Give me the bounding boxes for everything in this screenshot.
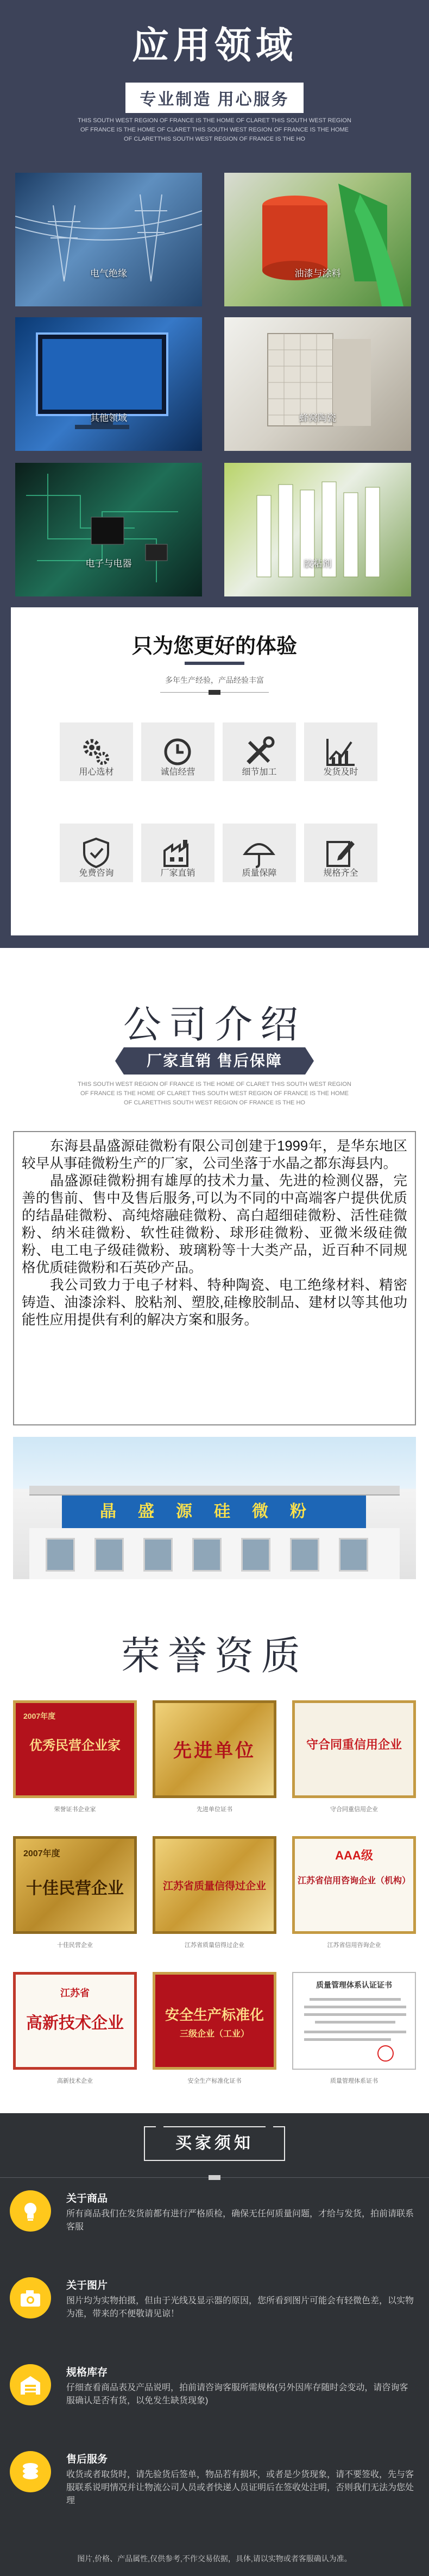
factory-window: [46, 1538, 75, 1572]
factory-icon: [161, 837, 194, 869]
certificate: 守合同重信用企业: [292, 1700, 416, 1798]
feature-label: 免费咨询: [79, 869, 114, 878]
certificate-caption: 江苏省信用咨询企业: [327, 1942, 381, 1949]
shield-icon: [80, 837, 112, 869]
honeycomb-ceramic-image: [224, 317, 411, 451]
certificate-caption: 十佳民营企业: [57, 1942, 93, 1949]
tile-label: 其他领域: [90, 413, 127, 423]
adhesive-tubes-image: [224, 463, 411, 596]
certificate: 2007年度 十佳民营企业: [13, 1836, 137, 1934]
notice-item-text: 所有商品我们在发货前都有进行严格质检，确保无任何质量问题，才给与发货，拍前请联系客服: [66, 2209, 414, 2232]
coins-icon: [20, 2461, 41, 2483]
edit-icon: [324, 837, 357, 869]
company-description: [13, 1131, 416, 1425]
feature-card: [141, 824, 214, 878]
notice-item-title: 规格库存: [66, 2367, 108, 2378]
tile-label: 电子与电器: [85, 558, 132, 569]
divider-dot: [209, 690, 220, 695]
camera-icon: [20, 2287, 41, 2309]
tools-icon: [243, 736, 275, 768]
tile-label: 电气绝缘: [90, 268, 127, 279]
experience-subtitle: 多年生产经验，产品经验丰富: [165, 676, 264, 684]
application-tile-adhesive: [224, 463, 411, 596]
feature-label: 发货及时: [323, 768, 358, 777]
applications-section: [0, 0, 429, 948]
notice-item-title: 售后服务: [66, 2454, 108, 2465]
experience-panel: [11, 607, 418, 935]
notice-item-text: 图片均为实物拍摄，但由于光线及显示器的原因，您所看到图片可能会有轻微色差，以实物为准，带来的不便敬请见谅！: [66, 2296, 414, 2319]
factory-window: [143, 1538, 173, 1572]
feature-card: [141, 722, 214, 777]
application-tile-other: [15, 317, 202, 451]
feature-label: 厂家直销: [160, 869, 195, 878]
feature-card: [60, 824, 133, 878]
factory-window: [290, 1538, 319, 1572]
notice-title: 买家须知: [144, 2126, 285, 2161]
divider-dot: [209, 2175, 220, 2180]
factory-window: [94, 1538, 124, 1572]
certificate-caption: 先进单位证书: [197, 1806, 232, 1813]
feature-label: 用心选材: [79, 768, 114, 777]
certificate: 安全生产标准化 三级企业（工业）: [153, 1972, 276, 2070]
lightbulb-icon: [20, 2200, 41, 2222]
monitor-image: [15, 317, 202, 451]
applications-title: 应用领域: [131, 25, 297, 66]
certificate-caption: 高新技术企业: [57, 2078, 93, 2084]
notice-footer: 图片,价格、产品属性,仅供参考,不作交易依据，具体,请以实物或者客服确认为准。: [77, 2554, 352, 2563]
company-banner: 厂家直销 售后保障: [124, 1047, 305, 1075]
paint-cans-image: [224, 173, 411, 306]
experience-title: 只为您更好的体验: [131, 635, 297, 658]
application-tile-electronics: [15, 463, 202, 596]
certificate-caption: 守合同重信用企业: [330, 1806, 378, 1813]
gears-icon: [80, 736, 112, 768]
certificate-caption: 江苏省质量信得过企业: [185, 1942, 244, 1949]
feature-card: [223, 824, 296, 878]
feature-label: 细节加工: [242, 768, 277, 777]
circuit-board-image: [15, 463, 202, 596]
company-paragraph: 晶盛源硅微粉拥有雄厚的技术力量、先进的检测仪器，完善的售前、售中及售后服务,可以为不同的中高端客户提供优质的结晶硅微粉、高纯熔融硅微粉、高白超细硅微粉、活性硅微粉、纳米硅微粉、软性硅微粉、球形硅微粉、亚微米级硅微粉、电工电子级硅微粉、玻璃粉等十大类产品，近百种不同规格优质硅微粉和石英砂产品。: [22, 1173, 407, 1276]
notice-item-text: 仔细查看商品表及产品说明，拍前请咨询客服所需规格(另外因库存随时会变动，请咨询客服确认是否有货，以免发生缺货现象): [66, 2383, 408, 2405]
application-tile-paint: [224, 173, 411, 306]
company-paragraph: 我公司致力于电子材料、特种陶瓷、电工绝缘材料、精密铸造、油漆涂料、胶粘剂、塑胶,硅橡胶制品、建材以等其他功能性应用提供有利的解决方案和服务。: [22, 1278, 407, 1328]
feature-card: [304, 722, 377, 777]
tile-label: 油漆与涂料: [294, 268, 341, 279]
honors-title: 荣誉资质: [121, 1635, 308, 1678]
chart-icon: [324, 736, 357, 768]
factory-window: [339, 1538, 368, 1572]
certificate-text-lines: [293, 1993, 416, 2069]
company-english-tagline: THIS SOUTH WEST REGION OF FRANCE IS THE HOME OF CLARET THIS SOUTH WEST REGION OF FRANCE IS THE HOME OF CLARET THIS SOUTH WEST REGION OF FRANCE IS THE HOME OF CLARETTHIS SOUTH WEST REGION OF FRANCE IS THE HO: [78, 1081, 351, 1106]
notice-item-title: 关于图片: [66, 2280, 108, 2291]
warehouse-icon: [20, 2374, 41, 2396]
title-underline: [185, 662, 244, 665]
factory-roof: [29, 1486, 400, 1496]
company-paragraph: 东海县晶盛源硅微粉有限公司创建于1999年，是华东地区较早从事硅微粉生产的厂家，公司坐落于水晶之都东海县内。: [22, 1139, 407, 1171]
feature-card: [223, 722, 296, 777]
certificate-caption: 荣誉证书企业家: [54, 1806, 96, 1813]
notice-item-title: 关于商品: [66, 2193, 108, 2204]
applications-subtitle: 专业制造 用心服务: [0, 83, 429, 113]
feature-card: [304, 824, 377, 878]
feature-label: 质量保障: [242, 869, 277, 878]
application-tile-electrical: [15, 173, 202, 306]
certificate-caption: 质量管理体系证书: [330, 2078, 378, 2084]
buyer-notice-section: [0, 2113, 429, 2576]
tile-label: 胶粘剂: [304, 558, 332, 569]
power-lines-image: [15, 173, 202, 306]
certificate: 江苏省质量信得过企业: [153, 1836, 276, 1934]
certificate: 先进单位: [153, 1700, 276, 1798]
umbrella-icon: [243, 837, 275, 869]
clock-icon: [161, 736, 194, 768]
tile-label: 蜂窝陶瓷: [299, 413, 336, 423]
feature-label: 规格齐全: [323, 869, 358, 878]
factory-window: [192, 1538, 222, 1572]
feature-label: 诚信经营: [160, 768, 195, 777]
notice-item-text: 收货或者取货时，请先验货后签单，物品若有损坏，或者是少货现象，请不要签收，先与客服联系说明情况并让物流公司人员或者快递人员证明后在签收处注明，否则我们无法为您处理: [66, 2470, 414, 2505]
feature-card: [60, 722, 133, 777]
certificate: AAA级 江苏省信用咨询企业（机构）: [292, 1836, 416, 1934]
factory-window: [241, 1538, 270, 1572]
applications-english-tagline: THIS SOUTH WEST REGION OF FRANCE IS THE HOME OF CLARET THIS SOUTH WEST REGION OF FRANCE IS THE HOME OF CLARET THIS SOUTH WEST REGION OF FRANCE IS THE HOME OF CLARETTHIS SOUTH WEST REGION OF FRANCE IS THE HO: [78, 117, 351, 142]
factory-photo: [13, 1437, 416, 1579]
certificate-caption: 安全生产标准化证书: [187, 2078, 242, 2084]
factory-sign: 晶盛源硅微粉: [62, 1496, 366, 1528]
certificate: 质量管理体系认证证书: [292, 1972, 416, 2070]
certificate: 2007年度 优秀民营企业家: [13, 1700, 137, 1798]
company-title: 公司介绍: [123, 1003, 306, 1046]
application-tile-ceramic: [224, 317, 411, 451]
certificate: 江苏省 高新技术企业: [13, 1972, 137, 2070]
